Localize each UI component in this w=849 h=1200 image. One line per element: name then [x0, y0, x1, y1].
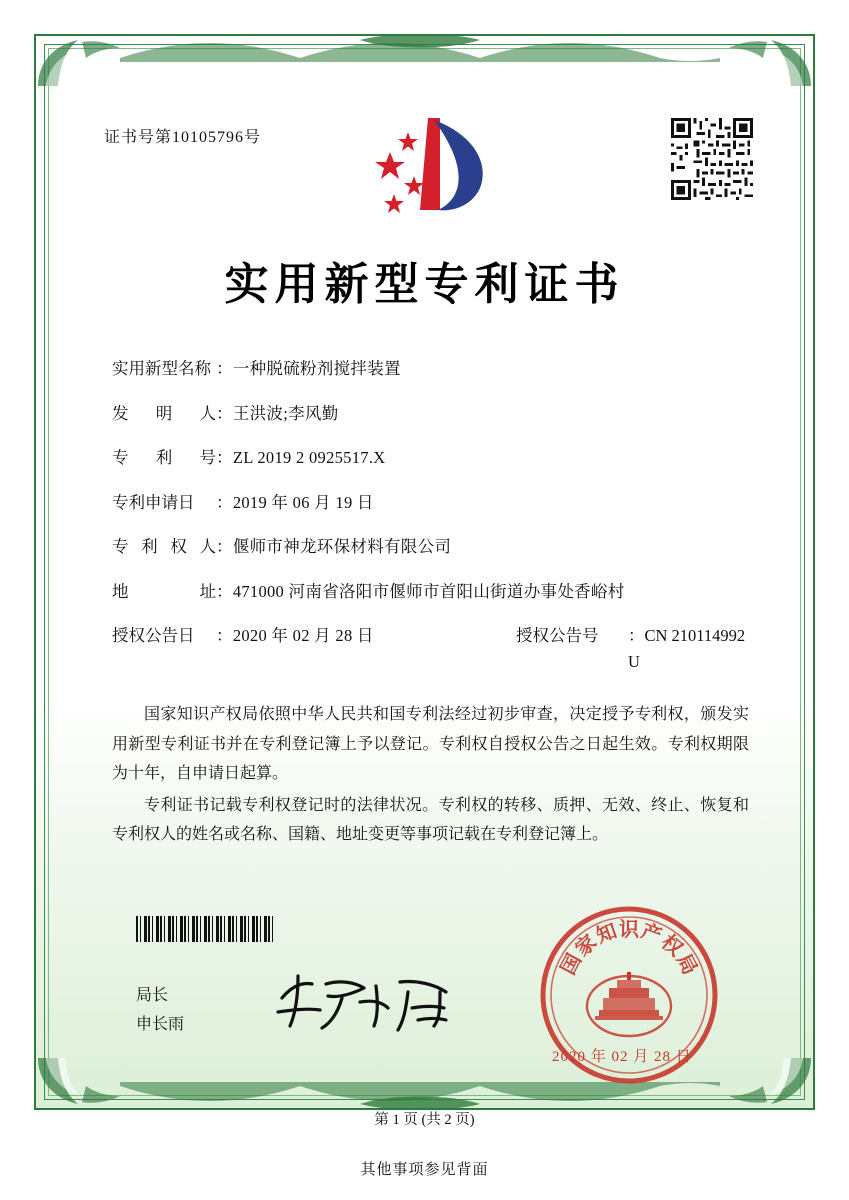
certificate-fields [112, 356, 753, 694]
qr-code-icon [671, 118, 753, 200]
office-director-name: 申长雨 [136, 1015, 185, 1033]
corner-ornament-icon [727, 36, 813, 88]
back-side-note: 其他事项参见背面 [360, 1162, 489, 1178]
field-value-grant-no: ：CN 210114992 U [628, 626, 746, 671]
field-value-grant-date: ：2020 年 02 月 28 日 [216, 626, 374, 646]
field-value-text: 471000 河南省洛阳市偃师市首阳山街道办事处香峪村 [232, 581, 625, 601]
legal-paragraph: 专利证书记载专利权登记时的法律状况。专利权的转移、质押、无效、终止、恢复和专利权人的姓名或名称、国籍、地址变更等事项记载在专利登记簿上。 [112, 796, 749, 844]
field-label: 地 址 [112, 581, 216, 601]
office-director-label: 局长 [136, 987, 169, 1004]
grant-date-text: 2020 年 02 月 28 日 [232, 626, 374, 646]
field-label: 专 利 权 人 [112, 537, 216, 557]
svg-text:家: 家 [571, 931, 602, 961]
field-value: ：2019 年 06 月 19 日 [216, 492, 374, 512]
field-row-grant-announcement [112, 623, 753, 674]
field-label: 专利申请日 [112, 492, 195, 512]
field-row-patent-number [112, 445, 753, 471]
grant-no-text: CN 210114992 U [628, 626, 746, 671]
legal-text-block [112, 700, 749, 852]
field-label-grant-no: 授权公告号 [516, 626, 599, 646]
field-value-text: ZL 2019 2 0925517.X [232, 448, 386, 468]
seal-date: 2020 年 02 月 28 日 [552, 1049, 692, 1065]
field-value: ：偃师市神龙环保材料有限公司 [216, 537, 452, 557]
field-value-text: 一种脱硫粉剂搅拌装置 [232, 359, 401, 378]
legal-paragraph: 国家知识产权局依照中华人民共和国专利法经过初步审查，决定授予专利权，颁发实用新型专利证书并在专利登记簿上予以登记。专利权自授权公告之日起生效。专利权期限为十年，自申请日起算。 [112, 706, 749, 783]
top-edge-ornament-icon [120, 36, 720, 62]
field-value-text: 王洪波;李风勤 [232, 403, 339, 423]
signature-block [136, 982, 184, 1040]
field-label-grant-date: 授权公告日 [112, 626, 195, 646]
field-row-application-date [112, 490, 753, 516]
field-row-patentee [112, 534, 753, 560]
svg-text:国: 国 [557, 950, 587, 979]
field-value: ：一种脱硫粉剂搅拌装置 [216, 359, 401, 378]
field-value: ：ZL 2019 2 0925517.X [216, 448, 386, 468]
field-row-utility-model-name [112, 356, 753, 382]
field-value-text: 2019 年 06 月 19 日 [232, 492, 374, 512]
field-label: 专 利 号 [112, 448, 216, 468]
page-title: 实用新型专利证书 [224, 260, 625, 309]
cnipa-logo-icon [368, 110, 508, 220]
field-value-text: 偃师市神龙环保材料有限公司 [232, 537, 452, 557]
field-label: 发 明 人 [112, 403, 216, 423]
svg-text:知: 知 [593, 920, 620, 948]
field-row-address [112, 579, 753, 605]
field-label: 实用新型名称 [112, 359, 211, 378]
svg-text:局: 局 [671, 950, 701, 979]
barcode [136, 916, 276, 942]
corner-ornament-icon [36, 1056, 122, 1108]
svg-text:权: 权 [656, 931, 687, 961]
svg-text:识: 识 [619, 919, 639, 941]
svg-text:产: 产 [638, 920, 665, 948]
field-value: ：王洪波;李风勤 [216, 403, 339, 423]
handwritten-signature-icon [268, 968, 468, 1038]
corner-ornament-icon [36, 36, 122, 88]
page-number: 第 1 页 (共 2 页) [374, 1112, 475, 1128]
corner-ornament-icon [727, 1056, 813, 1108]
field-row-inventor [112, 401, 753, 427]
field-value: ：471000 河南省洛阳市偃师市首阳山街道办事处香峪村 [216, 581, 625, 601]
certificate-number: 证书号第10105796号 [104, 129, 262, 146]
